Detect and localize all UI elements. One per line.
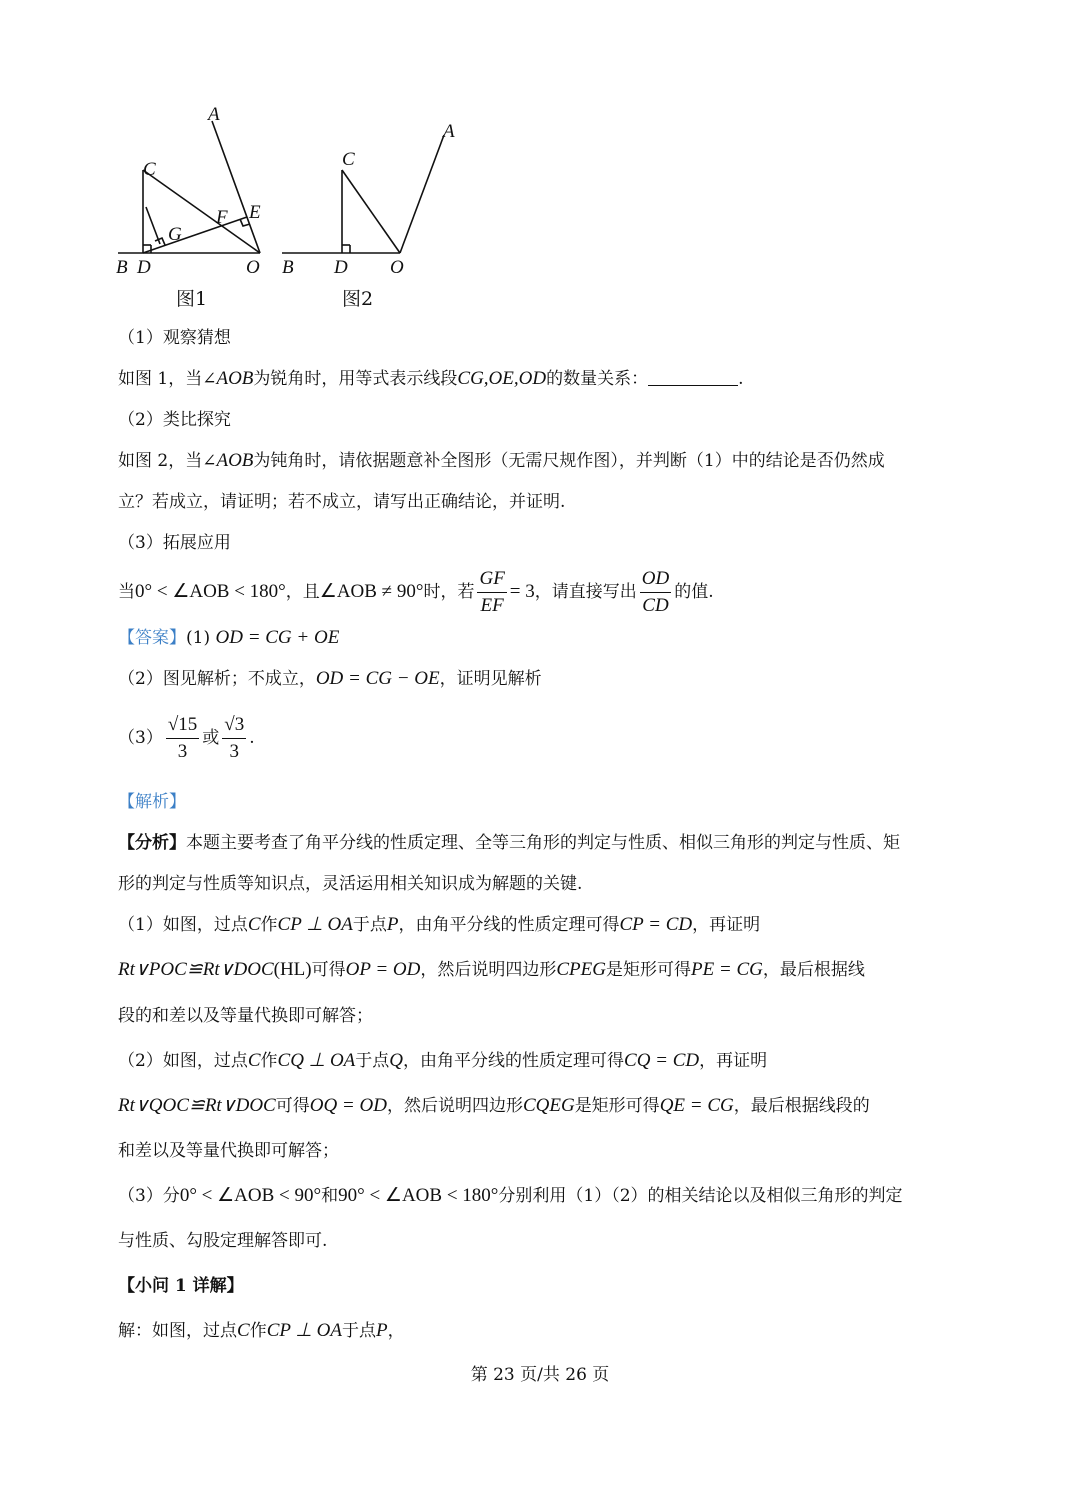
answer-1-formula: OD = CG + OE — [215, 627, 340, 648]
q3-frac1-num: GF — [477, 566, 506, 593]
p7-m1: 0° < ∠AOB < 90° — [179, 1185, 322, 1206]
analysis-p8: 与性质、勾股定理解答即可. — [118, 1231, 328, 1251]
label-o-fig1: O — [246, 257, 260, 278]
line-co-fig2 — [342, 170, 400, 253]
answer-3-frac2-den: 3 — [229, 741, 239, 762]
answer-1-prefix: (1) — [186, 628, 211, 648]
analysis-p2 — [118, 958, 865, 982]
p9-e: ， — [387, 1321, 405, 1341]
q1-text-c: 的数量关系： — [546, 369, 649, 389]
p9-a: 解：如图，过点 — [118, 1321, 237, 1341]
p1-m1: CP ⊥ OA — [277, 914, 353, 935]
p4-c: C — [247, 1050, 261, 1071]
p1-e: ，由角平分线的性质定理可得 — [398, 915, 620, 935]
figures-svg — [110, 95, 470, 320]
answer-tag: 【答案】 — [118, 628, 186, 648]
geometry-figures — [110, 95, 470, 320]
p1-a: （1）如图，过点 — [118, 915, 248, 935]
answer-3-frac2-rad: 3 — [234, 714, 245, 735]
q3-fraction-od-cd — [640, 566, 671, 619]
p4-f: ，再证明 — [699, 1051, 768, 1071]
p5-m4: QE = CG — [659, 1095, 734, 1116]
p7-m2: 90° < ∠AOB < 180° — [338, 1185, 499, 1206]
fenxi-line1-text: 本题主要考查了角平分线的性质定理、全等三角形的判定与性质、相似三角形的判定与性质、矩 — [186, 833, 900, 853]
q2-heading: （2）类比探究 — [118, 410, 231, 430]
q2-line2: 立？若成立，请证明；若不成立，请写出正确结论，并证明. — [118, 492, 566, 512]
analysis-p4 — [118, 1049, 767, 1073]
q3-e: 的值. — [674, 582, 714, 602]
caption-fig1: 图1 — [176, 288, 208, 310]
p5-c: 是矩形可得 — [574, 1096, 660, 1116]
p1-p: P — [386, 914, 399, 935]
p9-d: 于点 — [342, 1321, 377, 1341]
q3-d: ，请直接写出 — [534, 582, 637, 602]
answer-1 — [118, 626, 339, 650]
q2-line1-b: 为钝角时，请依据题意补全图形（无需尺规作图），并判断（1）中的结论是否仍然成 — [253, 451, 885, 471]
p4-m1: CQ ⊥ OA — [277, 1050, 356, 1071]
label-o-fig2: O — [390, 257, 404, 278]
answer-3-or: 或 — [202, 728, 220, 748]
analysis-tag: 【解析】 — [118, 792, 186, 812]
answer-2 — [118, 667, 542, 691]
q1-text — [118, 367, 743, 391]
line-oa-fig1 — [212, 121, 260, 253]
fenxi-line2: 形的判定与性质等知识点，灵活运用相关知识成为解题的关键. — [118, 874, 583, 894]
line-de-fig1 — [143, 217, 247, 253]
q2-aob: AOB — [216, 450, 254, 471]
p5-m2: OQ = OD — [309, 1095, 387, 1116]
p2-m2: OP = OD — [345, 959, 421, 980]
p4-a: （2）如图，过点 — [118, 1051, 248, 1071]
analysis-p6: 和差以及等量代换即可解答； — [118, 1141, 339, 1161]
q3-b: ，且 — [285, 582, 320, 602]
line-oa-fig2 — [400, 135, 444, 253]
p4-m2: CQ = CD — [624, 1050, 700, 1071]
page-footer: 第 23 页/共 26 页 — [470, 1365, 610, 1385]
figure-1 — [118, 121, 260, 253]
answer-3-prefix: （3） — [118, 728, 163, 748]
answer-3-frac1 — [166, 712, 199, 765]
answer-3-frac1-den: 3 — [177, 741, 188, 762]
answer-3-frac1-rad: 15 — [178, 714, 198, 735]
q2-line1-a: 如图 2，当∠ — [118, 451, 217, 471]
label-d-fig2: D — [334, 257, 348, 278]
line-co-fig1 — [143, 170, 260, 253]
p4-b: 作 — [260, 1051, 278, 1071]
answer-3 — [118, 712, 255, 765]
label-b-fig1: B — [116, 257, 128, 278]
q3-heading: （3）拓展应用 — [118, 533, 231, 553]
answer-3-end: . — [249, 728, 255, 748]
label-f-fig1: F — [216, 207, 228, 228]
p1-c: C — [247, 914, 261, 935]
q3-fraction-gf-ef — [477, 566, 506, 619]
answer-3-frac2 — [222, 712, 246, 765]
caption-fig2: 图2 — [342, 288, 374, 310]
analysis-p5 — [118, 1094, 870, 1118]
p2-m1: Rt∨POC≌Rt∨DOC — [118, 959, 274, 980]
p9-p: P — [376, 1320, 388, 1341]
q3-a: 当 — [118, 582, 135, 602]
analysis-p7 — [118, 1184, 903, 1208]
q1-aob: AOB — [216, 368, 254, 389]
p4-q: Q — [389, 1050, 404, 1071]
analysis-p9 — [118, 1319, 405, 1343]
p9-m1: CP ⊥ OA — [266, 1320, 343, 1341]
label-g-fig1: G — [168, 224, 182, 245]
q3-cond2: ∠AOB ≠ 90° — [319, 581, 424, 602]
label-c-fig2: C — [342, 149, 355, 170]
label-a-fig1: A — [208, 104, 220, 125]
q1-end: . — [738, 369, 744, 389]
q1-segments: CG,OE,OD — [457, 368, 547, 389]
analysis-p3: 段的和差以及等量代换即可解答； — [118, 1006, 373, 1026]
p2-b: ，然后说明四边形 — [420, 960, 557, 980]
answer-3-frac2-num: √3 — [222, 712, 246, 739]
line-g-perp-fig1 — [146, 207, 160, 244]
p2-m3: CPEG — [556, 959, 606, 980]
analysis-p1 — [118, 913, 760, 937]
answer-2-formula: OD = CG − OE — [315, 668, 440, 689]
q2-line1 — [118, 449, 885, 473]
p9-c: C — [237, 1320, 250, 1341]
q3-text — [118, 566, 714, 619]
q3-frac2-den: CD — [642, 595, 669, 616]
label-a-fig2: A — [443, 121, 455, 142]
figure-2 — [282, 135, 444, 253]
q3-eq3: = 3 — [509, 581, 535, 602]
label-d-fig1: D — [137, 257, 151, 278]
p1-d: 于点 — [352, 915, 387, 935]
answer-2-suffix: ，证明见解析 — [439, 669, 542, 689]
p5-m1: Rt∨QOC≌Rt∨DOC — [118, 1095, 276, 1116]
p7-c: 分别利用（1）（2）的相关结论以及相似三角形的判定 — [498, 1186, 903, 1206]
q3-frac1-den: EF — [480, 595, 504, 616]
q3-cond1: 0° < ∠AOB < 180° — [135, 581, 286, 602]
p1-m2: CP = CD — [619, 914, 693, 935]
q3-frac2-num: OD — [640, 566, 671, 593]
q1-heading: （1）观察猜想 — [118, 328, 231, 348]
p9-b: 作 — [249, 1321, 267, 1341]
p2-d: ，最后根据线 — [762, 960, 865, 980]
p4-e: ，由角平分线的性质定理可得 — [403, 1051, 625, 1071]
p5-a: 可得 — [275, 1096, 310, 1116]
fenxi-tag: 【分析】 — [118, 833, 186, 853]
p2-c: 是矩形可得 — [605, 960, 691, 980]
sub-question-tag: 【小问 1 详解】 — [118, 1276, 244, 1296]
q1-text-b: 为锐角时，用等式表示线段 — [253, 369, 458, 389]
p7-b: 和 — [321, 1186, 339, 1206]
answer-blank — [648, 369, 738, 386]
p2-hl: (HL) — [273, 959, 312, 980]
fenxi-line1 — [118, 831, 900, 855]
p5-d: ，最后根据线段的 — [733, 1096, 870, 1116]
label-e-fig1: E — [249, 202, 261, 223]
p2-a: 可得 — [311, 960, 346, 980]
q3-c: 时，若 — [423, 582, 475, 602]
answer-3-frac1-num: √15 — [166, 712, 199, 739]
p7-a: （3）分 — [118, 1186, 180, 1206]
p1-b: 作 — [260, 915, 278, 935]
p5-b: ，然后说明四边形 — [386, 1096, 523, 1116]
q1-text-a: 如图 1，当∠ — [118, 369, 217, 389]
p4-d: 于点 — [355, 1051, 390, 1071]
p5-m3: CQEG — [522, 1095, 575, 1116]
answer-2-prefix: （2）图见解析；不成立， — [118, 669, 316, 689]
p2-m4: PE = CG — [690, 959, 763, 980]
label-b-fig2: B — [282, 257, 294, 278]
p1-f: ，再证明 — [692, 915, 761, 935]
label-c-fig1: C — [143, 159, 156, 180]
